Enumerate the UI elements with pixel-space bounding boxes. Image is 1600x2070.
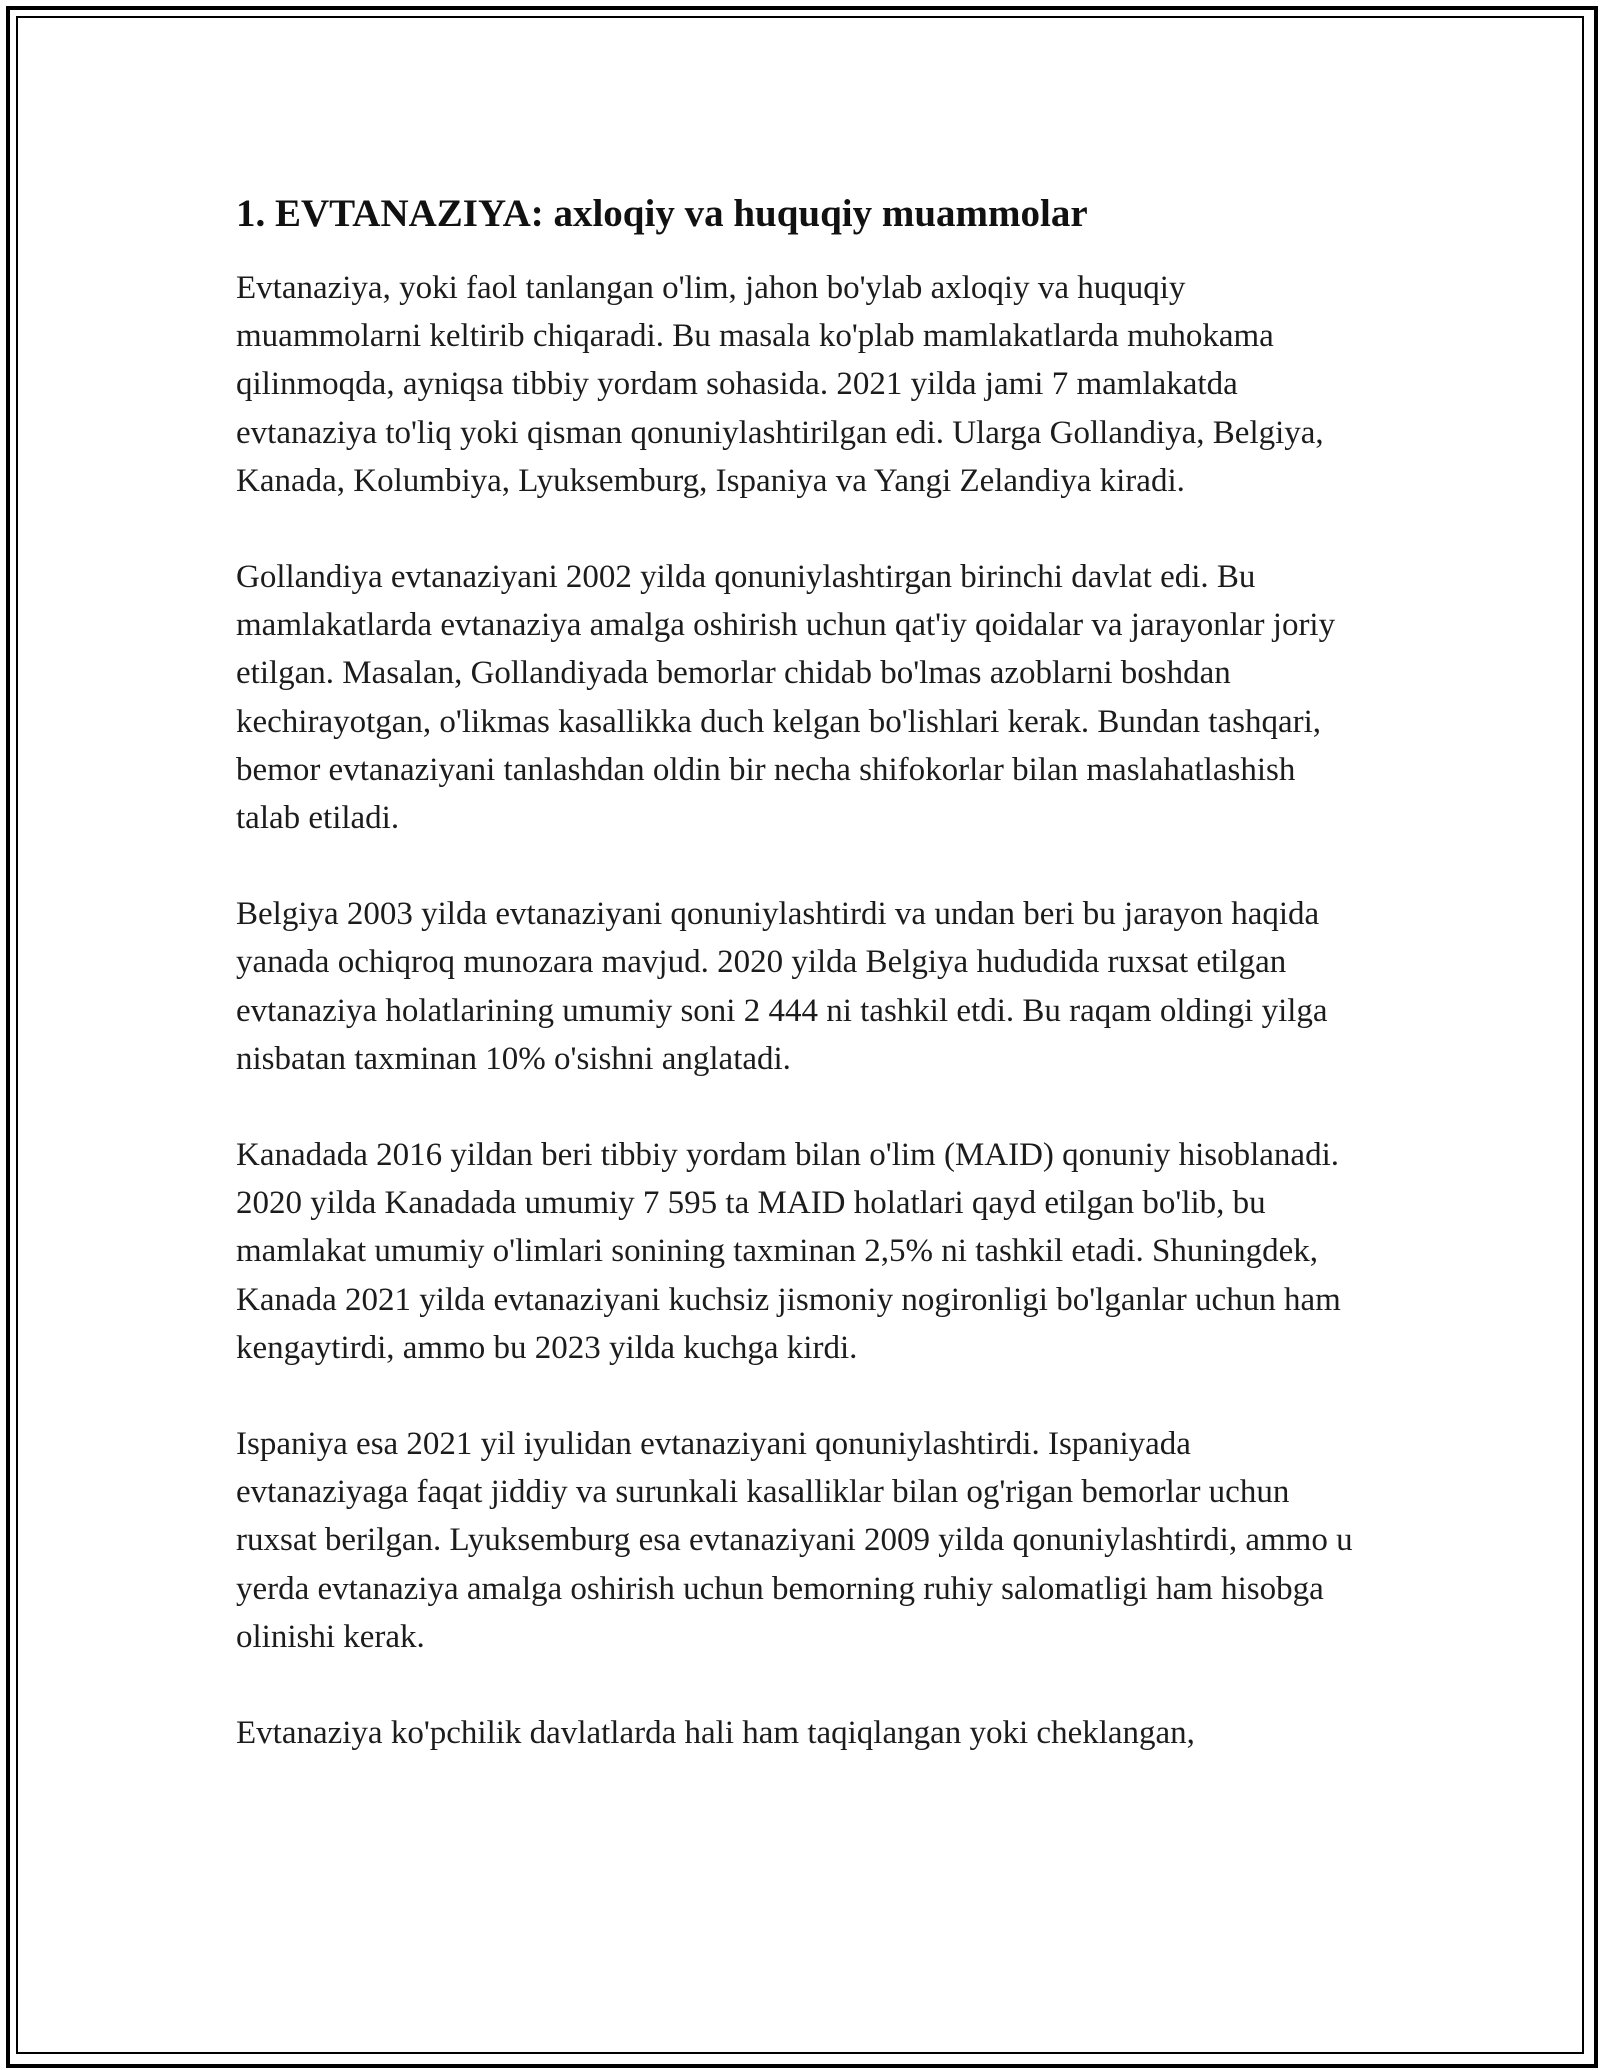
- document-body: [236, 186, 1364, 1805]
- paragraph-netherlands: Gollandiya evtanaziyani 2002 yilda qonuniylashtirgan birinchi davlat edi. Bu mamlakatlarda evtanaziya amalga oshirish uchun qat'iy qoidalar va jarayonlar joriy etilgan. Masalan, Gollandiyada bemorlar chidab bo'lmas azoblarni boshdan kechirayotgan, o'likmas kasallikka duch kelgan bo'lishlari kerak. Bundan tashqari, bemor evtanaziyani tanlashdan oldin bir necha shifokorlar bilan maslahatlashish talab etiladi.: [236, 559, 1336, 837]
- paragraph-spain-luxembourg: Ispaniya esa 2021 yil iyulidan evtanaziyani qonuniylashtirdi. Ispaniyada evtanaziyaga faqat jiddiy va surunkali kasalliklar bilan og'rigan bemorlar uchun ruxsat berilgan. Lyuksemburg esa evtanaziyani 2009 yilda qonuniylashtirdi, ammo u yerda evtanaziya amalga oshirish uchun bemorning ruhiy salomatligi ham hisobga olinishi kerak.: [236, 1426, 1353, 1655]
- paragraph-conclusion: Evtanaziya ko'pchilik davlatlarda hali ham taqiqlangan yoki cheklangan,: [236, 1715, 1195, 1752]
- paragraph-intro: Evtanaziya, yoki faol tanlangan o'lim, jahon bo'ylab axloqiy va huquqiy muammolarni keltirib chiqaradi. Bu masala ko'plab mamlakatlarda muhokama qilinmoqda, ayniqsa tibbiy yordam sohasida. 2021 yilda jami 7 mamlakatda evtanaziya to'liq yoki qisman qonuniylashtirilgan edi. Ularga Gollandiya, Belgiya, Kanada, Kolumbiya, Lyuksemburg, Ispaniya va Yangi Zelandiya kiradi.: [236, 270, 1324, 499]
- paragraph-canada: Kanadada 2016 yildan beri tibbiy yordam bilan o'lim (MAID) qonuniy hisoblanadi. 2020 yilda Kanadada umumiy 7 595 ta MAID holatlari qayd etilgan bo'lib, bu mamlakat umumiy o'limlari sonining taxminan 2,5% ni tashkil etadi. Shuningdek, Kanada 2021 yilda evtanaziyani kuchsiz jismoniy nogironligi bo'lganlar uchun ham kengaytirdi, ammo bu 2023 yilda kuchga kirdi.: [236, 1137, 1341, 1366]
- paragraph-belgium: Belgiya 2003 yilda evtanaziyani qonuniylashtirdi va undan beri bu jarayon haqida yanada ochiqroq munozara mavjud. 2020 yilda Belgiya hududida ruxsat etilgan evtanaziya holatlarining umumiy soni 2 444 ni tashkil etdi. Bu raqam oldingi yilga nisbatan taxminan 10% o'sishni anglatadi.: [236, 896, 1328, 1077]
- section-heading: 1. EVTANAZIYA: axloqiy va huquqiy muammolar: [236, 192, 1088, 235]
